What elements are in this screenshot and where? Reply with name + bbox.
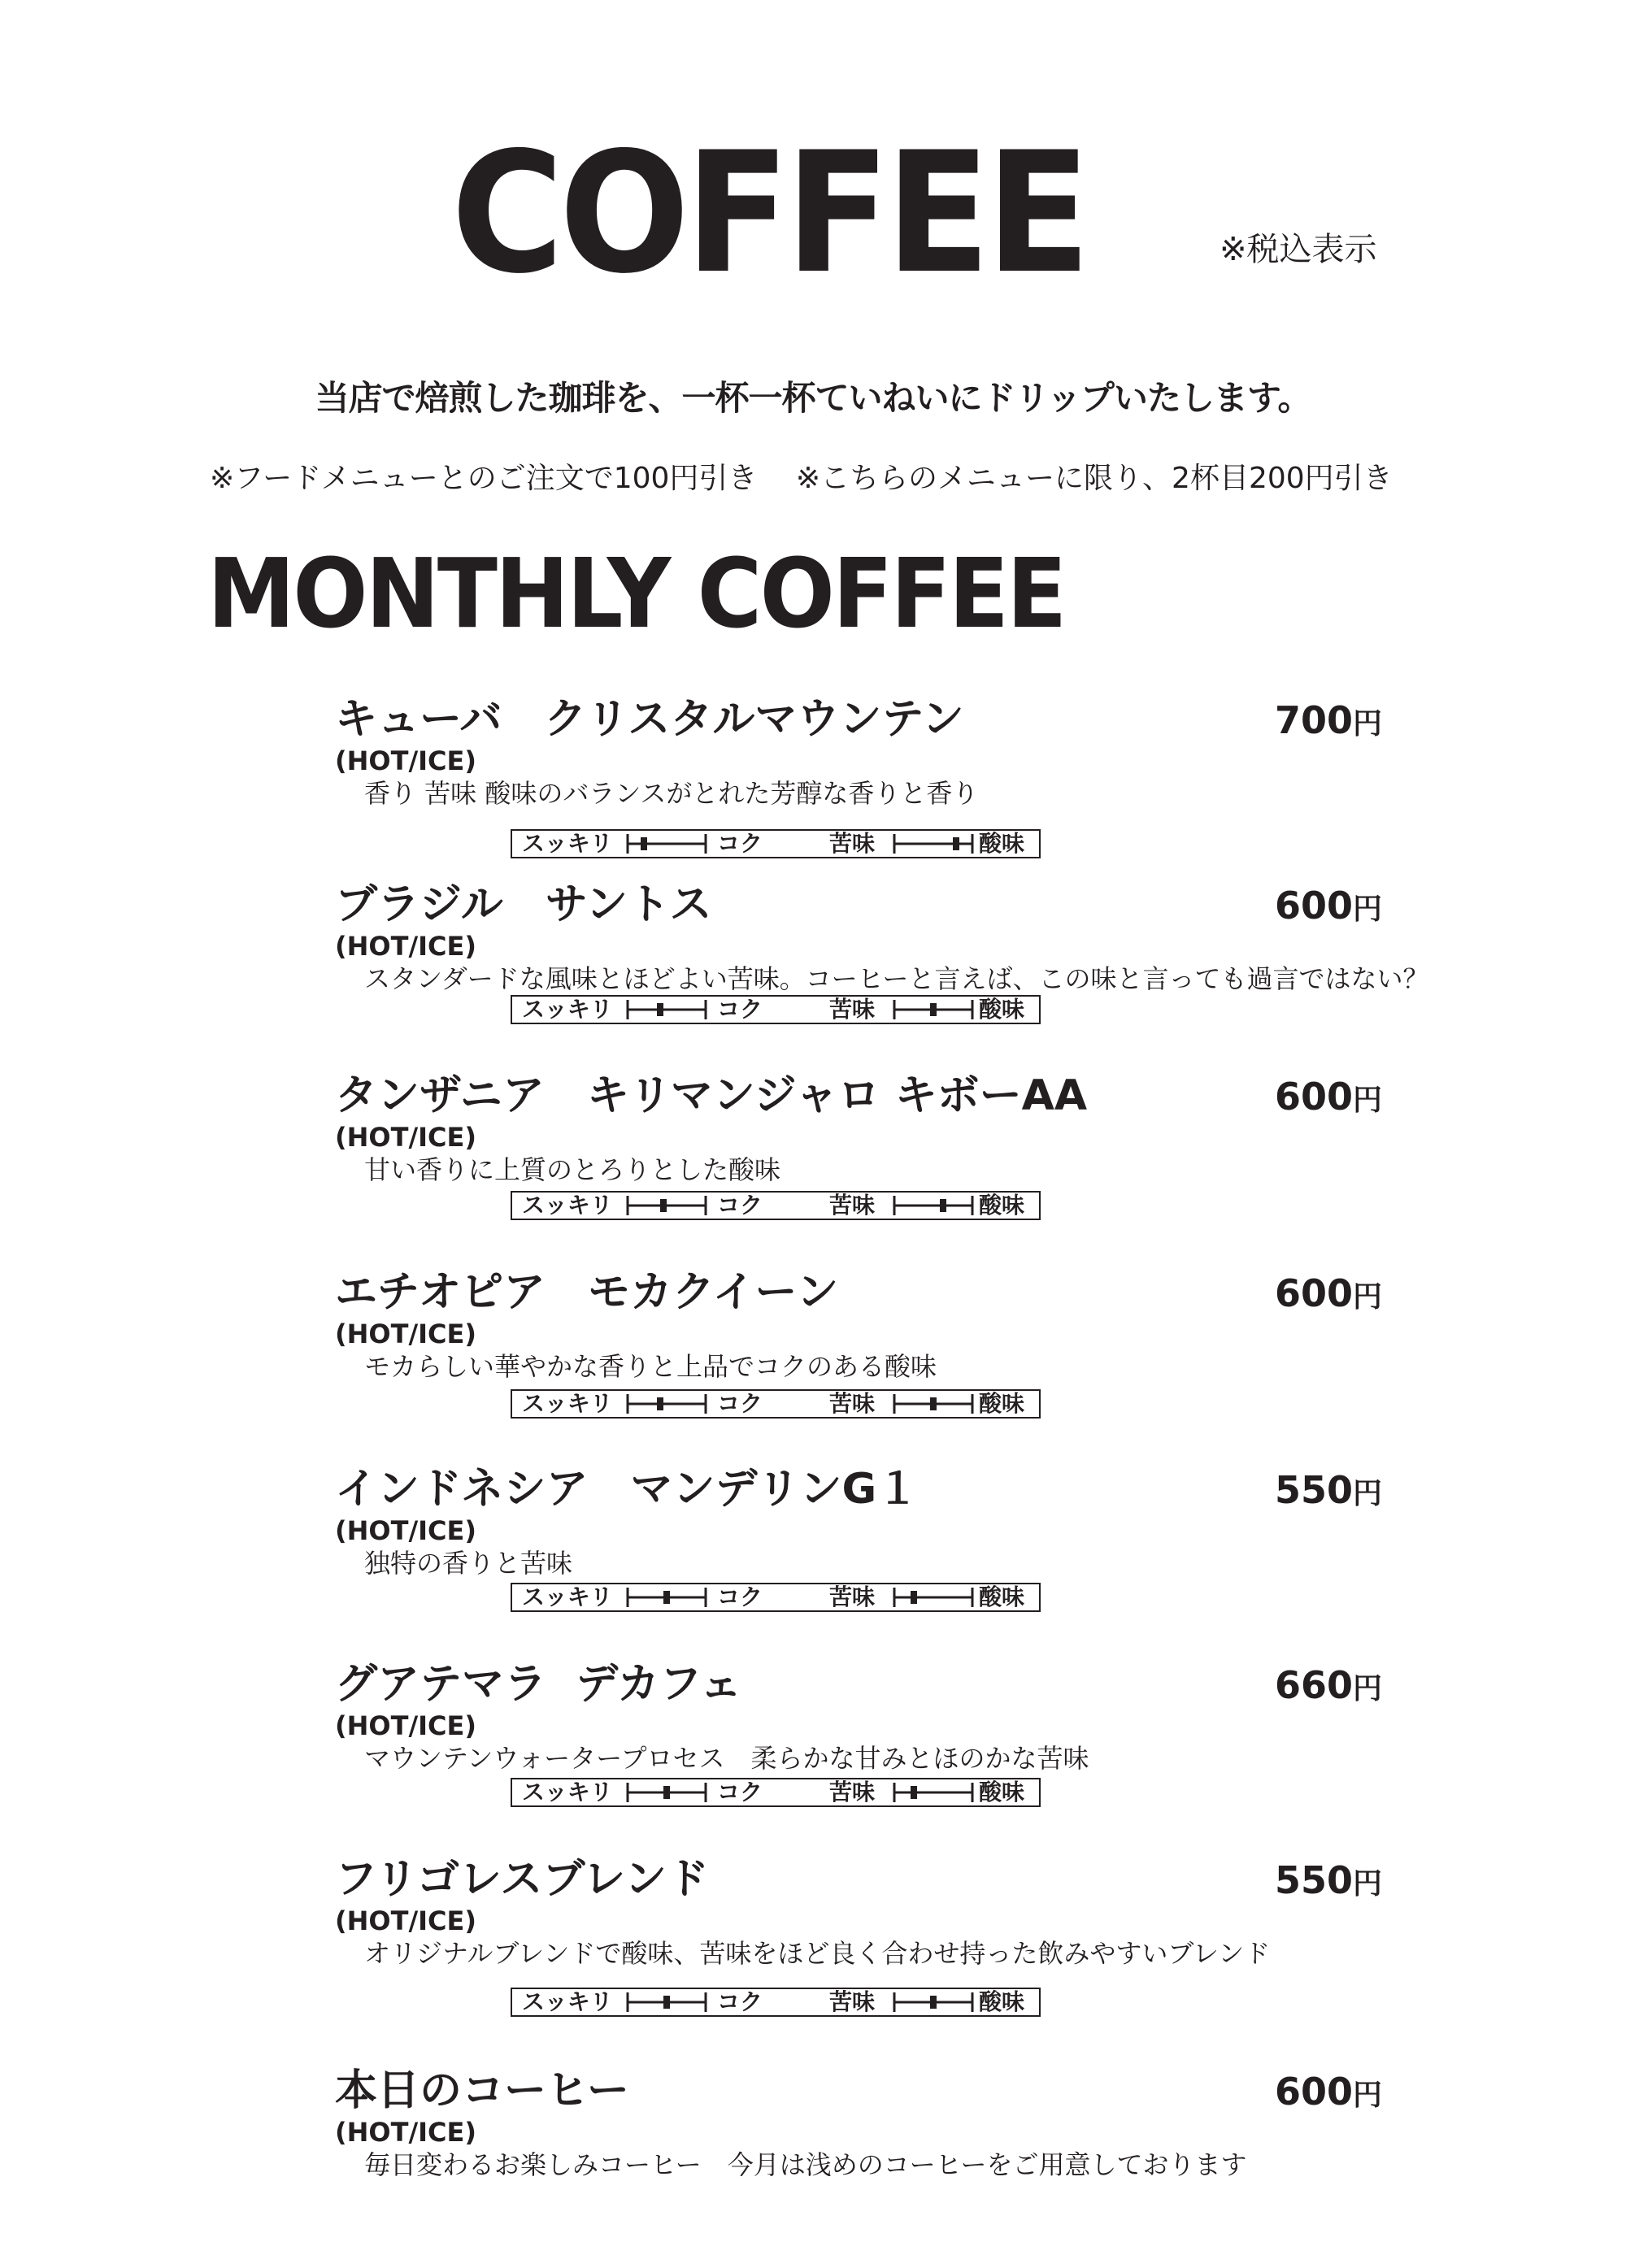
- acid-scale-track: [893, 831, 974, 857]
- scale-marker: [657, 1397, 663, 1410]
- intro-text: 当店で焙煎した珈琲を、一杯一杯ていねいにドリップいたします。: [315, 378, 1311, 418]
- scale-label-light: スッキリ: [522, 1988, 613, 2015]
- scale-label-acid: 酸味: [979, 1192, 1025, 1219]
- price-currency: 円: [1353, 1477, 1383, 1510]
- item-price: [1275, 1269, 1382, 1322]
- scale-marker: [663, 1996, 670, 2009]
- section-title: MONTHLY COFFEE: [207, 537, 1065, 650]
- scale-marker: [663, 1786, 670, 1799]
- item-hot-ice: (HOT/ICE): [335, 1319, 476, 1349]
- scale-marker: [930, 1003, 937, 1016]
- price-currency: 円: [1353, 1280, 1383, 1314]
- scale-label-light: スッキリ: [522, 830, 613, 857]
- scale-label-body: コク: [717, 996, 763, 1023]
- page-title: COFFEE: [451, 117, 1086, 311]
- price-currency: 円: [1353, 2079, 1383, 2112]
- scale-label-bitter: 苦味: [829, 1779, 876, 1805]
- item-hot-ice: (HOT/ICE): [335, 1122, 476, 1153]
- item-name: ブラジル サントス: [335, 880, 712, 929]
- body-scale-track: [626, 997, 707, 1023]
- price-value: 600: [1275, 2070, 1354, 2114]
- item-price: [1275, 1856, 1382, 1909]
- item-hot-ice: (HOT/ICE): [335, 2117, 476, 2148]
- item-description: モカらしい華やかな香りと上品でコクのある酸味: [364, 1351, 937, 1382]
- scale-label-light: スッキリ: [522, 1779, 613, 1805]
- scale-label-bitter: 苦味: [829, 1988, 876, 2015]
- scale-label-body: コク: [717, 1779, 763, 1805]
- scale-label-acid: 酸味: [979, 1390, 1025, 1417]
- scale-label-body: コク: [717, 1192, 763, 1219]
- price-value: 550: [1275, 1468, 1354, 1512]
- acid-scale-track: [893, 1779, 974, 1805]
- price-value: 600: [1275, 1271, 1354, 1315]
- scale-label-bitter: 苦味: [829, 1390, 876, 1417]
- price-currency: 円: [1353, 1867, 1383, 1901]
- price-currency: 円: [1353, 707, 1383, 741]
- scale-label-acid: 酸味: [979, 1584, 1025, 1610]
- scale-marker: [930, 1397, 937, 1410]
- scale-label-light: スッキリ: [522, 1390, 613, 1417]
- item-description: 毎日変わるお楽しみコーヒー 今月は浅めのコーヒーをご用意しております: [364, 2149, 1247, 2180]
- scale-label-acid: 酸味: [979, 1988, 1025, 2015]
- scale-marker: [663, 1591, 670, 1604]
- price-currency: 円: [1353, 1672, 1383, 1705]
- scale-label-acid: 酸味: [979, 996, 1025, 1023]
- body-scale-track: [626, 1391, 707, 1417]
- scale-label-bitter: 苦味: [829, 1192, 876, 1219]
- body-scale-track: [626, 1989, 707, 2015]
- price-currency: 円: [1353, 893, 1383, 926]
- taste-scale: [511, 1191, 1041, 1220]
- scale-label-acid: 酸味: [979, 1779, 1025, 1805]
- scale-marker: [953, 837, 959, 850]
- scale-marker: [940, 1199, 946, 1212]
- item-name: 本日のコーヒー: [335, 2066, 629, 2115]
- item-name: インドネシア マンデリンG１: [335, 1465, 920, 1514]
- taste-scale: [511, 829, 1041, 858]
- item-name: エチオピア モカクイーン: [335, 1268, 839, 1317]
- scale-marker: [641, 837, 647, 850]
- scale-label-body: コク: [717, 1988, 763, 2015]
- scale-marker: [657, 1003, 663, 1016]
- item-name: フリゴレスブレンド: [335, 1855, 709, 1904]
- item-price: [1275, 1466, 1382, 1519]
- discount-notes: ※フードメニューとのご注文で100円引き ※こちらのメニューに限り、2杯目200円引き: [210, 462, 1393, 495]
- item-hot-ice: (HOT/ICE): [335, 1515, 476, 1546]
- item-price: [1275, 881, 1382, 934]
- item-description: マウンテンウォータープロセス 柔らかな甘みとほのかな苦味: [364, 1743, 1089, 1774]
- acid-scale-track: [893, 1584, 974, 1610]
- taste-scale: [511, 995, 1041, 1024]
- scale-marker: [930, 1996, 937, 2009]
- price-value: 600: [1275, 1075, 1354, 1119]
- item-hot-ice: (HOT/ICE): [335, 1905, 476, 1936]
- scale-label-light: スッキリ: [522, 996, 613, 1023]
- item-hot-ice: (HOT/ICE): [335, 931, 476, 962]
- scale-label-body: コク: [717, 830, 763, 857]
- item-name: グアテマラ デカフェ: [335, 1660, 742, 1709]
- scale-marker: [660, 1199, 667, 1212]
- item-description: 甘い香りに上質のとろりとした酸味: [364, 1154, 781, 1185]
- taste-scale: [511, 1988, 1041, 2017]
- item-description: スタンダードな風味とほどよい苦味。コーヒーと言えば、この味と言っても過言ではない？: [364, 963, 1429, 994]
- tax-note: ※税込表示: [1220, 231, 1377, 268]
- price-currency: 円: [1353, 1084, 1383, 1117]
- taste-scale: [511, 1583, 1041, 1612]
- scale-label-bitter: 苦味: [829, 1584, 876, 1610]
- acid-scale-track: [893, 997, 974, 1023]
- price-value: 550: [1275, 1858, 1354, 1902]
- scale-label-light: スッキリ: [522, 1584, 613, 1610]
- item-description: 香り 苦味 酸味のバランスがとれた芳醇な香りと香り: [364, 778, 979, 809]
- scale-label-bitter: 苦味: [829, 996, 876, 1023]
- item-description: オリジナルブレンドで酸味、苦味をほど良く合わせ持った飲みやすいブレンド: [364, 1938, 1271, 1969]
- item-price: [1275, 2067, 1382, 2120]
- taste-scale: [511, 1778, 1041, 1807]
- acid-scale-track: [893, 1193, 974, 1219]
- price-value: 700: [1275, 698, 1354, 742]
- item-price: [1275, 696, 1382, 749]
- body-scale-track: [626, 1779, 707, 1805]
- item-name: タンザニア キリマンジャロ キボーAA: [335, 1071, 1088, 1120]
- item-description: 独特の香りと苦味: [364, 1548, 573, 1579]
- scale-label-acid: 酸味: [979, 830, 1025, 857]
- scale-label-light: スッキリ: [522, 1192, 613, 1219]
- acid-scale-track: [893, 1391, 974, 1417]
- scale-label-bitter: 苦味: [829, 830, 876, 857]
- scale-marker: [911, 1786, 917, 1799]
- scale-label-body: コク: [717, 1390, 763, 1417]
- scale-label-body: コク: [717, 1584, 763, 1610]
- body-scale-track: [626, 1584, 707, 1610]
- item-hot-ice: (HOT/ICE): [335, 745, 476, 776]
- scale-marker: [911, 1591, 917, 1604]
- item-name: キューバ クリスタルマウンテン: [335, 695, 964, 744]
- body-scale-track: [626, 1193, 707, 1219]
- taste-scale: [511, 1389, 1041, 1419]
- item-price: [1275, 1072, 1382, 1125]
- body-scale-track: [626, 831, 707, 857]
- item-hot-ice: (HOT/ICE): [335, 1710, 476, 1741]
- price-value: 600: [1275, 884, 1354, 928]
- acid-scale-track: [893, 1989, 974, 2015]
- price-value: 660: [1275, 1663, 1354, 1707]
- item-price: [1275, 1661, 1382, 1714]
